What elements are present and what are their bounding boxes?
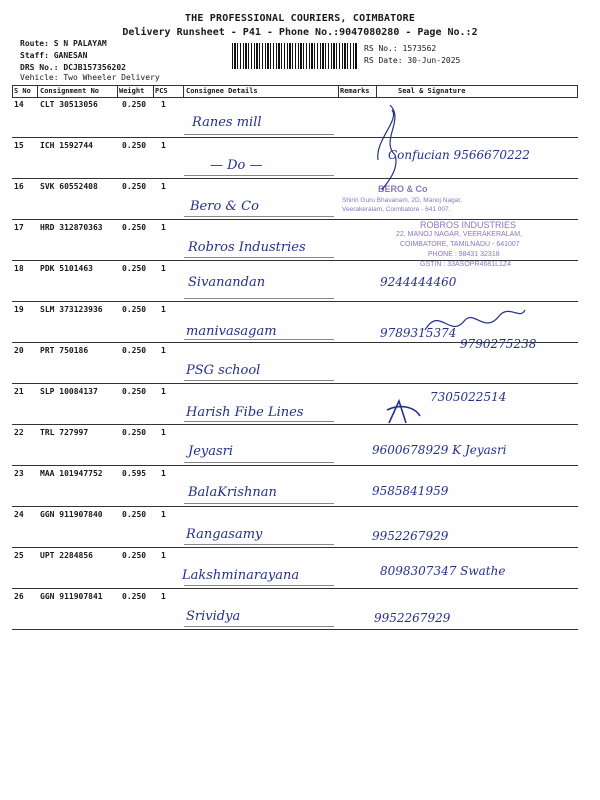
- row-pcs: 1: [161, 182, 166, 191]
- row-separator: [12, 383, 578, 384]
- staff-label: Staff: GANESAN: [20, 51, 88, 60]
- row-consignment-no: CLT 30513056: [40, 100, 98, 109]
- row-pcs: 1: [161, 141, 166, 150]
- row-pcs: 1: [161, 346, 166, 355]
- row-separator: [12, 588, 578, 589]
- row-separator: [12, 506, 578, 507]
- row-weight: 0.250: [122, 510, 147, 519]
- signature-scribble: [370, 100, 430, 195]
- row-pcs: 1: [161, 510, 166, 519]
- runsheet-subtitle: Delivery Runsheet - P41 - Phone No.:9047080280 - Page No.:2: [122, 27, 478, 38]
- row-pcs: 1: [161, 264, 166, 273]
- row-separator: [12, 178, 578, 179]
- consignee-underline: [184, 134, 334, 135]
- row-weight: 0.250: [122, 182, 147, 191]
- consignee-underline: [184, 216, 334, 217]
- robros-stamp-gstin: GSTIN : 33ASOPR4681L1Z4: [420, 261, 512, 268]
- row-consignee-handwriting: Srividya: [186, 609, 241, 624]
- row-consignee-handwriting: — Do —: [210, 158, 263, 173]
- row-consignee-handwriting: Sivanandan: [188, 275, 266, 290]
- rs-number: RS No.: 1573562: [364, 44, 437, 53]
- row-consignee-handwriting: Harish Fibe Lines: [186, 405, 304, 420]
- row-consignee-handwriting: Bero & Co: [190, 199, 259, 214]
- row-consignment-no: PDK 5101463: [40, 264, 93, 273]
- company-title: THE PROFESSIONAL COURIERS, COIMBATORE: [184, 13, 416, 24]
- row-consignment-no: ICH 1592744: [40, 141, 93, 150]
- row-consignment-no: SLP 10084137: [40, 387, 98, 396]
- row-pcs: 1: [161, 305, 166, 314]
- row-signature-handwriting: 9790275238: [460, 337, 537, 351]
- row-weight: 0.250: [122, 428, 147, 437]
- row-weight: 0.250: [122, 305, 147, 314]
- row-weight: 0.250: [122, 387, 147, 396]
- bero-stamp-name: BERO & Co: [378, 184, 428, 194]
- robros-stamp-address2: COIMBATORE, TAMILNADU - 641007: [400, 241, 520, 248]
- row-weight: 0.250: [122, 592, 147, 601]
- col-header-consignment: Consignment No: [40, 87, 100, 95]
- row-signature-handwriting: 7305022514: [430, 390, 507, 404]
- row-separator: [12, 137, 578, 138]
- col-header-remarks: Remarks: [340, 87, 370, 95]
- col-header-sno: S No: [14, 87, 31, 95]
- row-pcs: 1: [161, 551, 166, 560]
- row-consignment-no: PRT 750186: [40, 346, 89, 355]
- row-weight: 0.250: [122, 264, 147, 273]
- row-consignee-handwriting: Lakshminarayana: [182, 568, 300, 583]
- row-consignment-no: GGN 911907841: [40, 592, 103, 601]
- row-separator: [12, 629, 578, 630]
- row-signature-handwriting: 8098307347 Swathe: [380, 564, 506, 578]
- row-consignment-no: SLM 373123936: [40, 305, 103, 314]
- consignee-underline: [184, 462, 334, 463]
- row-consignee-handwriting: Ranes mill: [192, 115, 262, 130]
- row-consignment-no: TRL 727997: [40, 428, 89, 437]
- row-sno: 15: [14, 141, 24, 150]
- row-signature-handwriting: 9952267929: [372, 529, 449, 543]
- row-sno: 20: [14, 346, 24, 355]
- consignee-underline: [184, 380, 334, 381]
- vehicle-label: Vehicle: Two Wheeler Delivery: [20, 73, 160, 82]
- row-weight: 0.250: [122, 141, 147, 150]
- col-header-consignee: Consignee Details: [186, 87, 258, 95]
- row-sno: 21: [14, 387, 24, 396]
- col-header-weight: Weight: [119, 87, 145, 95]
- row-sno: 25: [14, 551, 24, 560]
- row-sno: 14: [14, 100, 24, 109]
- row-pcs: 1: [161, 387, 166, 396]
- consignee-underline: [184, 421, 334, 422]
- row-consignee-handwriting: Rangasamy: [186, 527, 263, 542]
- row-pcs: 1: [161, 100, 166, 109]
- row-pcs: 1: [161, 428, 166, 437]
- row-pcs: 1: [161, 592, 166, 601]
- row-sno: 17: [14, 223, 24, 232]
- row-separator: [12, 547, 578, 548]
- row-separator: [12, 465, 578, 466]
- row-sno: 16: [14, 182, 24, 191]
- col-header-signature: Seal & Signature: [398, 87, 466, 95]
- row-consignee-handwriting: Robros Industries: [188, 240, 306, 255]
- consignee-underline: [184, 544, 334, 545]
- row-weight: 0.250: [122, 346, 147, 355]
- consignee-underline: [184, 257, 334, 258]
- row-signature-handwriting: 9585841959: [372, 484, 449, 498]
- row-signature-handwriting: 9789315374: [380, 326, 457, 340]
- row-consignment-no: UPT 2284856: [40, 551, 93, 560]
- row-consignee-handwriting: PSG school: [186, 363, 261, 378]
- row-pcs: 1: [161, 223, 166, 232]
- row-consignee-handwriting: Jeyasri: [188, 444, 234, 459]
- row-consignee-handwriting: BalaKrishnan: [188, 485, 277, 500]
- row-sno: 22: [14, 428, 24, 437]
- robros-stamp-address1: 22, MANOJ NAGAR, VEERAKERALAM,: [396, 231, 523, 238]
- row-sno: 18: [14, 264, 24, 273]
- row-weight: 0.595: [122, 469, 147, 478]
- row-consignment-no: HRD 312870363: [40, 223, 103, 232]
- consignee-underline: [184, 339, 334, 340]
- row-sno: 23: [14, 469, 24, 478]
- row-signature-handwriting: 9244444460: [380, 275, 457, 289]
- row-consignment-no: MAA 101947752: [40, 469, 103, 478]
- row-sno: 19: [14, 305, 24, 314]
- row-consignment-no: SVK 60552408: [40, 182, 98, 191]
- row-sno: 24: [14, 510, 24, 519]
- row-weight: 0.250: [122, 551, 147, 560]
- consignee-underline: [184, 585, 334, 586]
- route-label: Route: S N PALAYAM: [20, 39, 107, 48]
- robros-stamp-phone: PHONE : 98431 32318: [428, 251, 500, 258]
- signature-scribble-3: [384, 398, 424, 428]
- row-consignment-no: GGN 911907840: [40, 510, 103, 519]
- row-weight: 0.250: [122, 223, 147, 232]
- drs-label: DRS No.: DCJB157356202: [20, 63, 126, 72]
- row-separator: [12, 424, 578, 425]
- robros-stamp-name: ROBROS INDUSTRIES: [420, 220, 517, 230]
- row-pcs: 1: [161, 469, 166, 478]
- row-weight: 0.250: [122, 100, 147, 109]
- barcode: [232, 43, 357, 69]
- consignee-underline: [184, 298, 334, 299]
- row-signature-handwriting: 9952267929: [374, 611, 451, 625]
- consignee-underline: [184, 503, 334, 504]
- consignee-underline: [184, 626, 334, 627]
- consignee-underline: [184, 175, 334, 176]
- col-header-pcs: PCS: [155, 87, 168, 95]
- signature-scribble-2: [420, 300, 530, 345]
- rs-date: RS Date: 30-Jun-2025: [364, 56, 461, 65]
- row-signature-handwriting: Confucian 9566670222: [388, 148, 530, 162]
- row-signature-handwriting: 9600678929 K Jeyasri: [372, 443, 507, 457]
- row-consignee-handwriting: manivasagam: [186, 324, 277, 339]
- bero-stamp-address: Shirin Guru Bhavanam, 2D, Manoj Nagar, Veerakeralam, Coimbatore - 641 007.: [342, 197, 462, 213]
- row-sno: 26: [14, 592, 24, 601]
